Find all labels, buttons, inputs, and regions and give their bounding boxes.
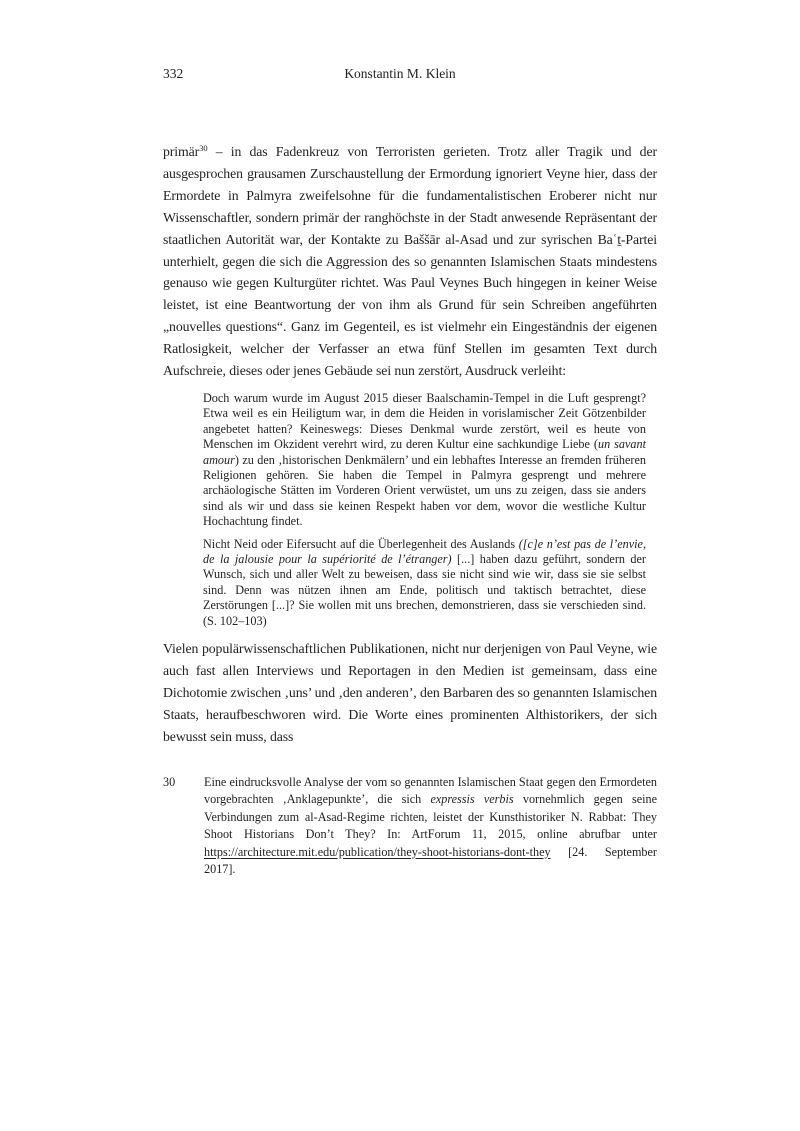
body-paragraph [163,141,657,382]
footnote-url-link[interactable]: https://architecture.mit.edu/publication/they-shoot-historians-dont-they [204,844,551,859]
text-run: Vielen populärwissenschaftlichen Publikationen, nicht nur derjenigen von Paul Veyne, wie auch fast allen Interviews und Reportagen in den Medien ist gemeinsam, dass eine Dichotomie zwischen ‚uns’ und ‚den anderen’, den Barbaren des so genannten Islamischen Staats, heraufbeschworen wird. Die Worte eines prominenten Althistorikers, der sich bewusst sein muss, dass [163,641,657,744]
text-run: ) zu den ‚historischen Denkmälern’ und ein lebhaftes Interesse an fremden früheren Religionen gehören. Sie haben die Tempel in Palmyra gesprengt und mehrere archäologische Stätten im Vorderen Orient verwüstet, um uns zu zeigen, dass sie anders sind als wir und dass sie keinen Respekt haben vor dem, wovor die westliche Kultur Hochachtung findet. [203,452,646,529]
text-run: Eine eindrucksvolle Analyse der vom so genannten Islamischen Staat gegen den Ermordeten vorgebrachten ‚Anklagepunkte’, die sich [204,774,657,807]
text-run: [...] haben dazu geführt, sondern der Wunsch, sich und aller Welt zu beweisen, dass sie nicht sind wie wir, dass sie sie selbst sind. Denn was nützen ihnen am Ende, politisch und taktisch betrachtet, diese Zerstörungen [...]? Sie wollen mit uns brechen, demonstrieren, dass sie verschieden sind. (S. 102–103) [203,552,646,628]
footnote [163,774,657,879]
quote-paragraph [203,391,646,530]
running-title: Konstantin M. Klein [344,66,456,81]
text-run: Nicht Neid oder Eifersucht auf die Überlegenheit des Auslands [203,536,519,551]
text-body [163,141,657,879]
italic-text-run: expressis verbis [430,792,514,807]
italic-text-run: ([c]e n’est pas de l’envie, de la jalousie pour la supériorité de l’étranger) [203,536,646,567]
quote-paragraph [203,537,646,629]
page-header [0,66,800,86]
footnote-section [163,774,657,879]
footnote-ref: 30 [199,143,208,154]
footnote-number: 30 [163,774,176,789]
body-paragraph [163,638,657,748]
text-run: vornehmlich gegen seine Verbindungen zum al-Asad-Regime richten, leistet der Kunsthistoriker N. Rabbat: They Shoot Historians Don’t They? In: ArtForum 11, 2015, online abrufbar unter [204,792,657,842]
text-run: – in das Fadenkreuz von Terroristen gerieten. Trotz aller Tragik und der ausgesprochen grausamen Zurschaustellung der Ermordung ignoriert Veyne hier, dass der Ermordete in Palmyra zweifelsohne für die fundamentalistischen Eroberer nicht nur Wissenschaftler, sondern primär der ranghöchste in der Stadt anwesende Repräsentant der staatlichen Autorität war, der Kontakte zu Baššār al-Asad und zur syrischen Baʿṯ-Partei unterhielt, gegen die sich die Aggression des so genannten Islamischen Staats mindestens genauso wie gegen Kulturgüter richtet. Was Paul Veynes Buch hingegen in keiner Weise leistet, ist eine Beantwortung der von ihm als Grund für sein Schreiben angeführten „nouvelles questions“. Ganz im Gegenteil, es ist vielmehr ein Eingeständnis der eigenen Ratlosigkeit, welcher der Verfasser an etwa fünf Stellen im gesamten Text durch Aufschreie, dieses oder jenes Gebäude sei nun zerstört, Ausdruck verleiht: [163,144,657,379]
text-run: [24. September 2017]. [204,844,657,877]
page-number: 332 [163,66,184,81]
text-run: primär [163,144,200,159]
text-run: Doch warum wurde im August 2015 dieser Baalschamin-Tempel in die Luft gesprengt? Etwa weil es ein Heiligtum war, in dem die Heiden in vorislamischer Zeit Götzenbilder angebetet hatten? Keineswegs: Dieses Denkmal wurde zerstört, weil es heute von Menschen im Okzident verehrt wird, zu deren Kultur eine sachkundige Liebe ( [203,390,646,452]
italic-text-run: un savant amour [203,437,646,467]
